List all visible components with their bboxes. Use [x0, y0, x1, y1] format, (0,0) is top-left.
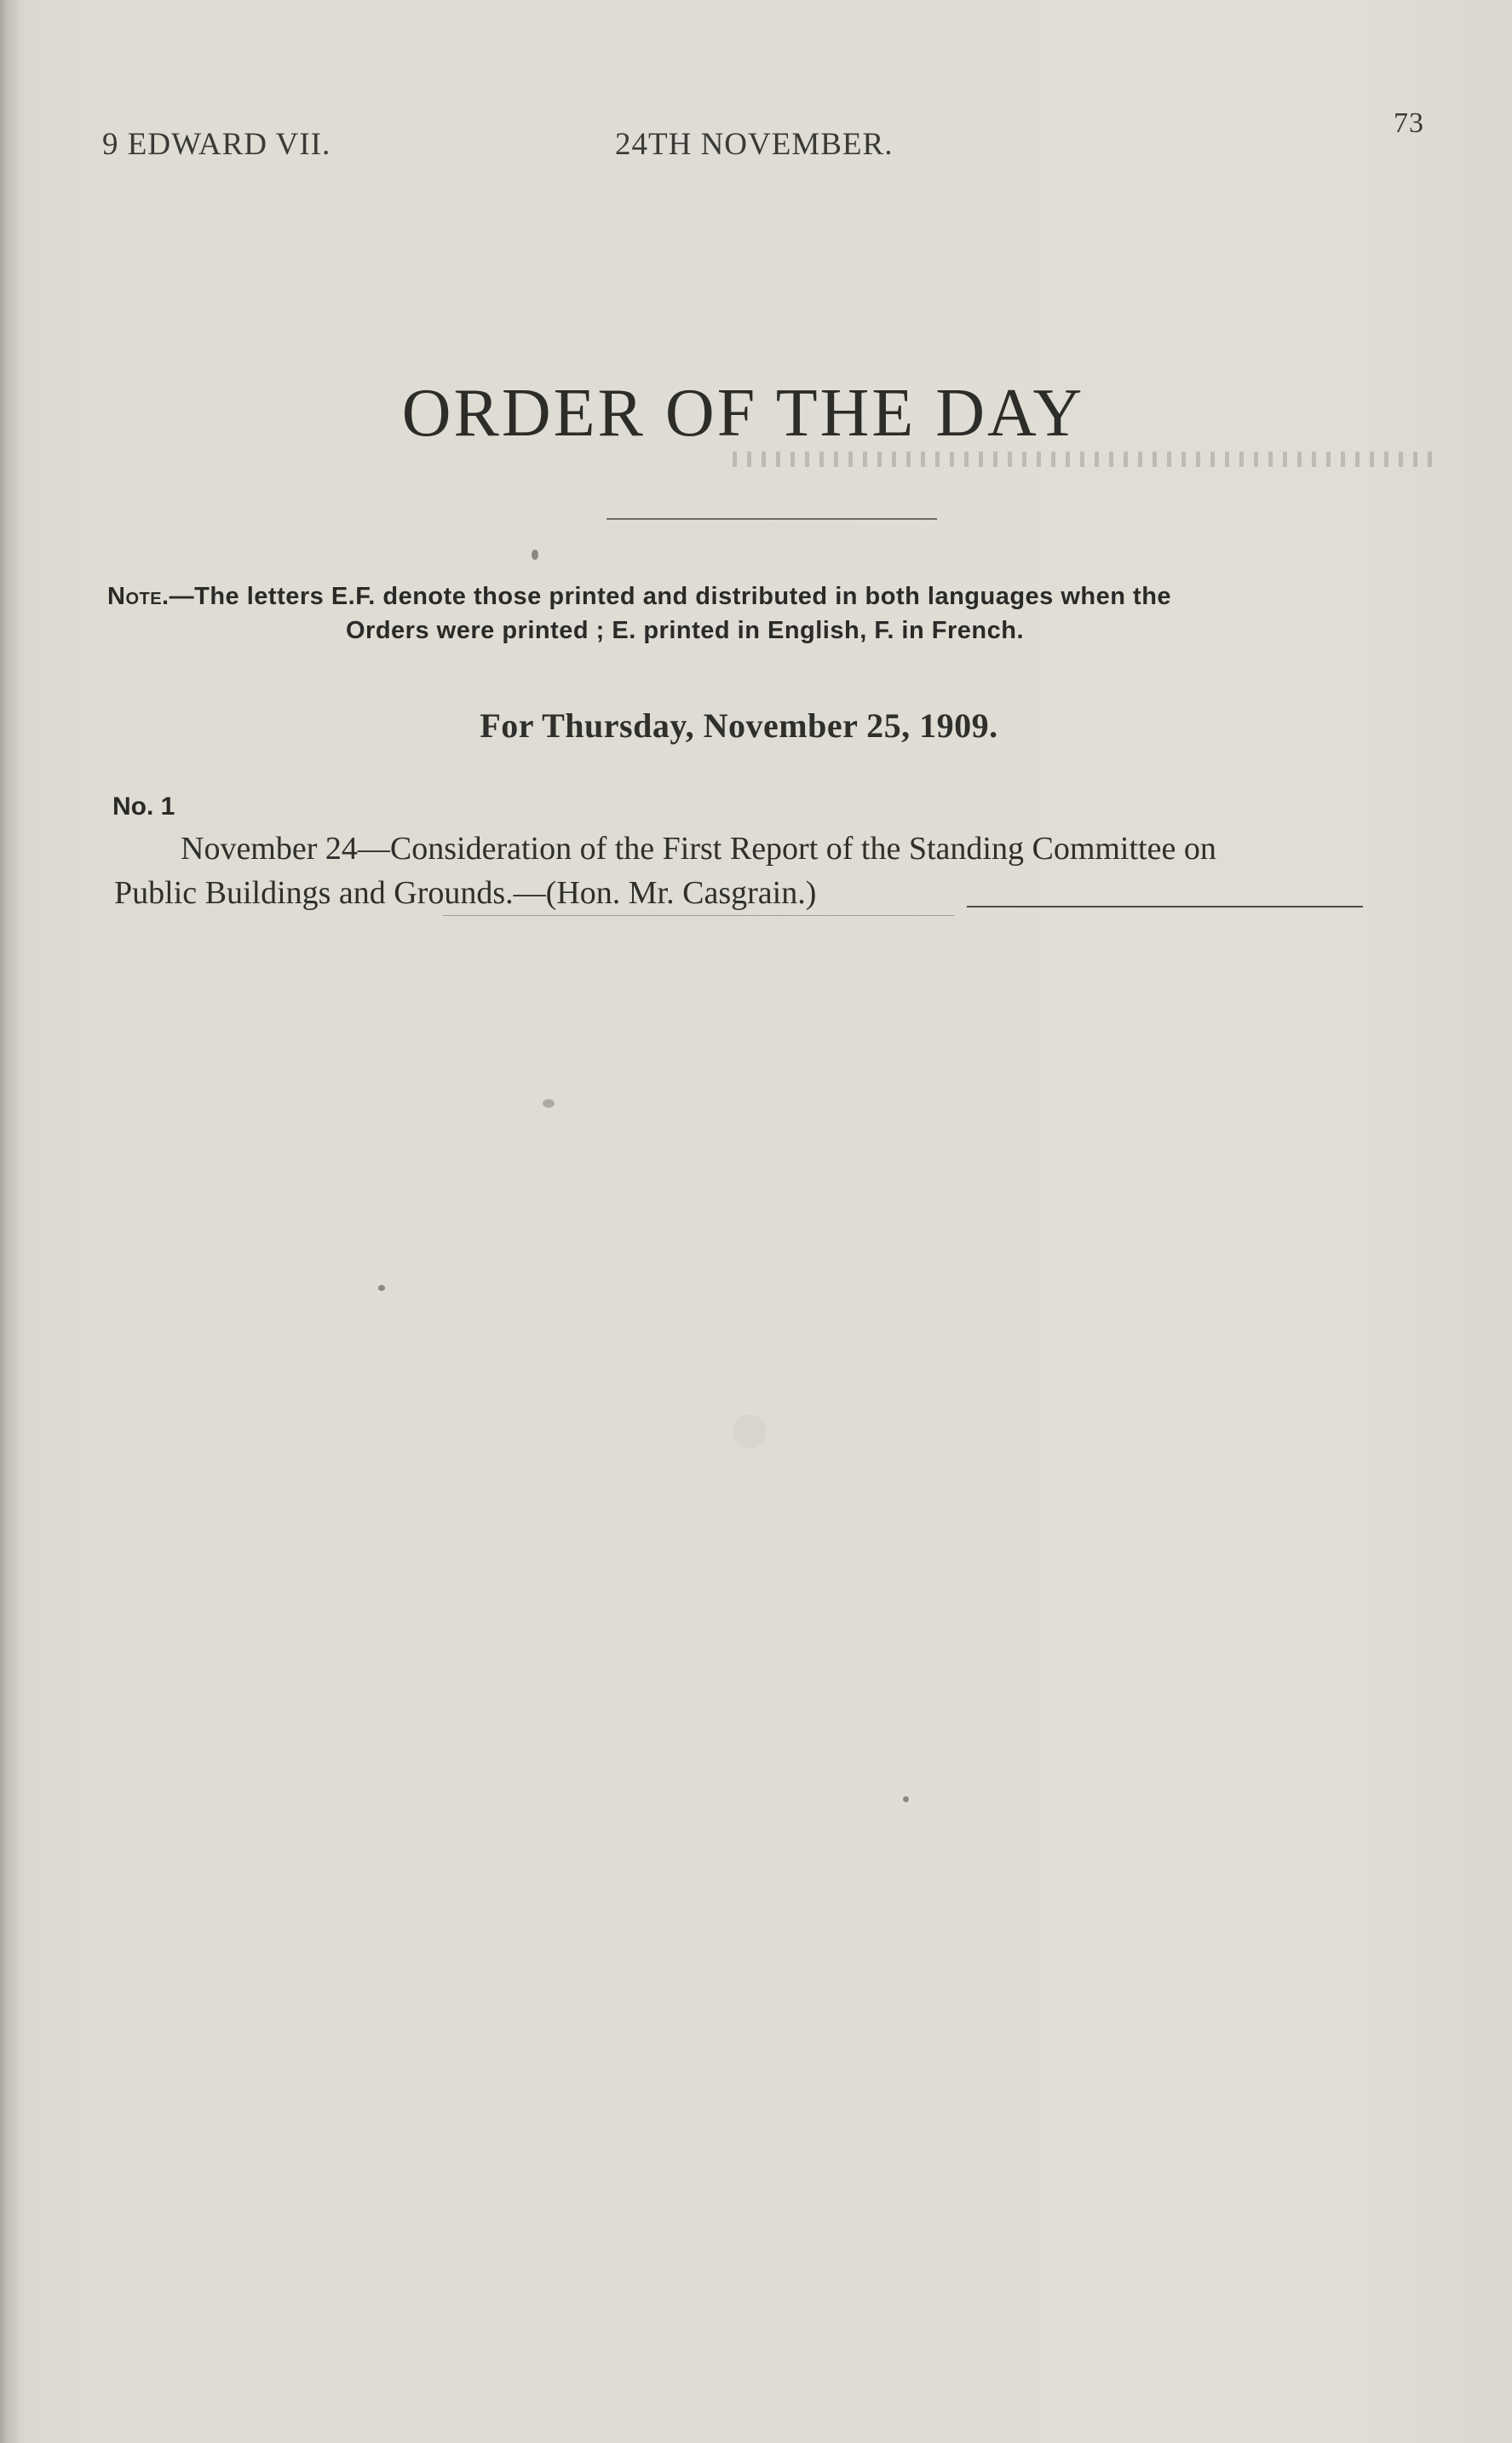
order-item-line-1: November 24—Consideration of the First Report of the Standing Committee on	[181, 831, 1216, 867]
page-number: 73	[1394, 107, 1424, 139]
paper-speck	[543, 1099, 555, 1108]
note-label: Note.	[107, 583, 170, 610]
note-line-1: —The letters E.F. denote those printed and distributed in both languages when the	[169, 583, 1172, 610]
order-item-number: No. 1	[112, 792, 175, 821]
paper-speck	[903, 1796, 909, 1802]
note-paragraph	[107, 579, 1436, 648]
ink-smudge-decoration	[733, 452, 1440, 467]
order-item-text	[114, 827, 1443, 915]
paper-speck	[378, 1285, 385, 1291]
running-head-left: 9 EDWARD VII.	[102, 127, 331, 162]
sitting-date-heading: For Thursday, November 25, 1909.	[480, 706, 998, 745]
order-item-line-2: Public Buildings and Grounds.—(Hon. Mr. Casgrain.)	[114, 875, 817, 911]
note-line-2: Orders were printed ; E. printed in English, F. in French.	[346, 617, 1024, 644]
paper-speck	[532, 550, 538, 560]
end-rule	[967, 906, 1363, 907]
book-spine-shadow	[0, 0, 19, 2443]
end-rule-faint	[443, 915, 954, 916]
paper-speck	[733, 1415, 767, 1449]
title-divider	[607, 518, 937, 520]
running-head-center: 24TH NOVEMBER.	[615, 127, 894, 162]
page-title: ORDER OF THE DAY	[401, 376, 1085, 451]
